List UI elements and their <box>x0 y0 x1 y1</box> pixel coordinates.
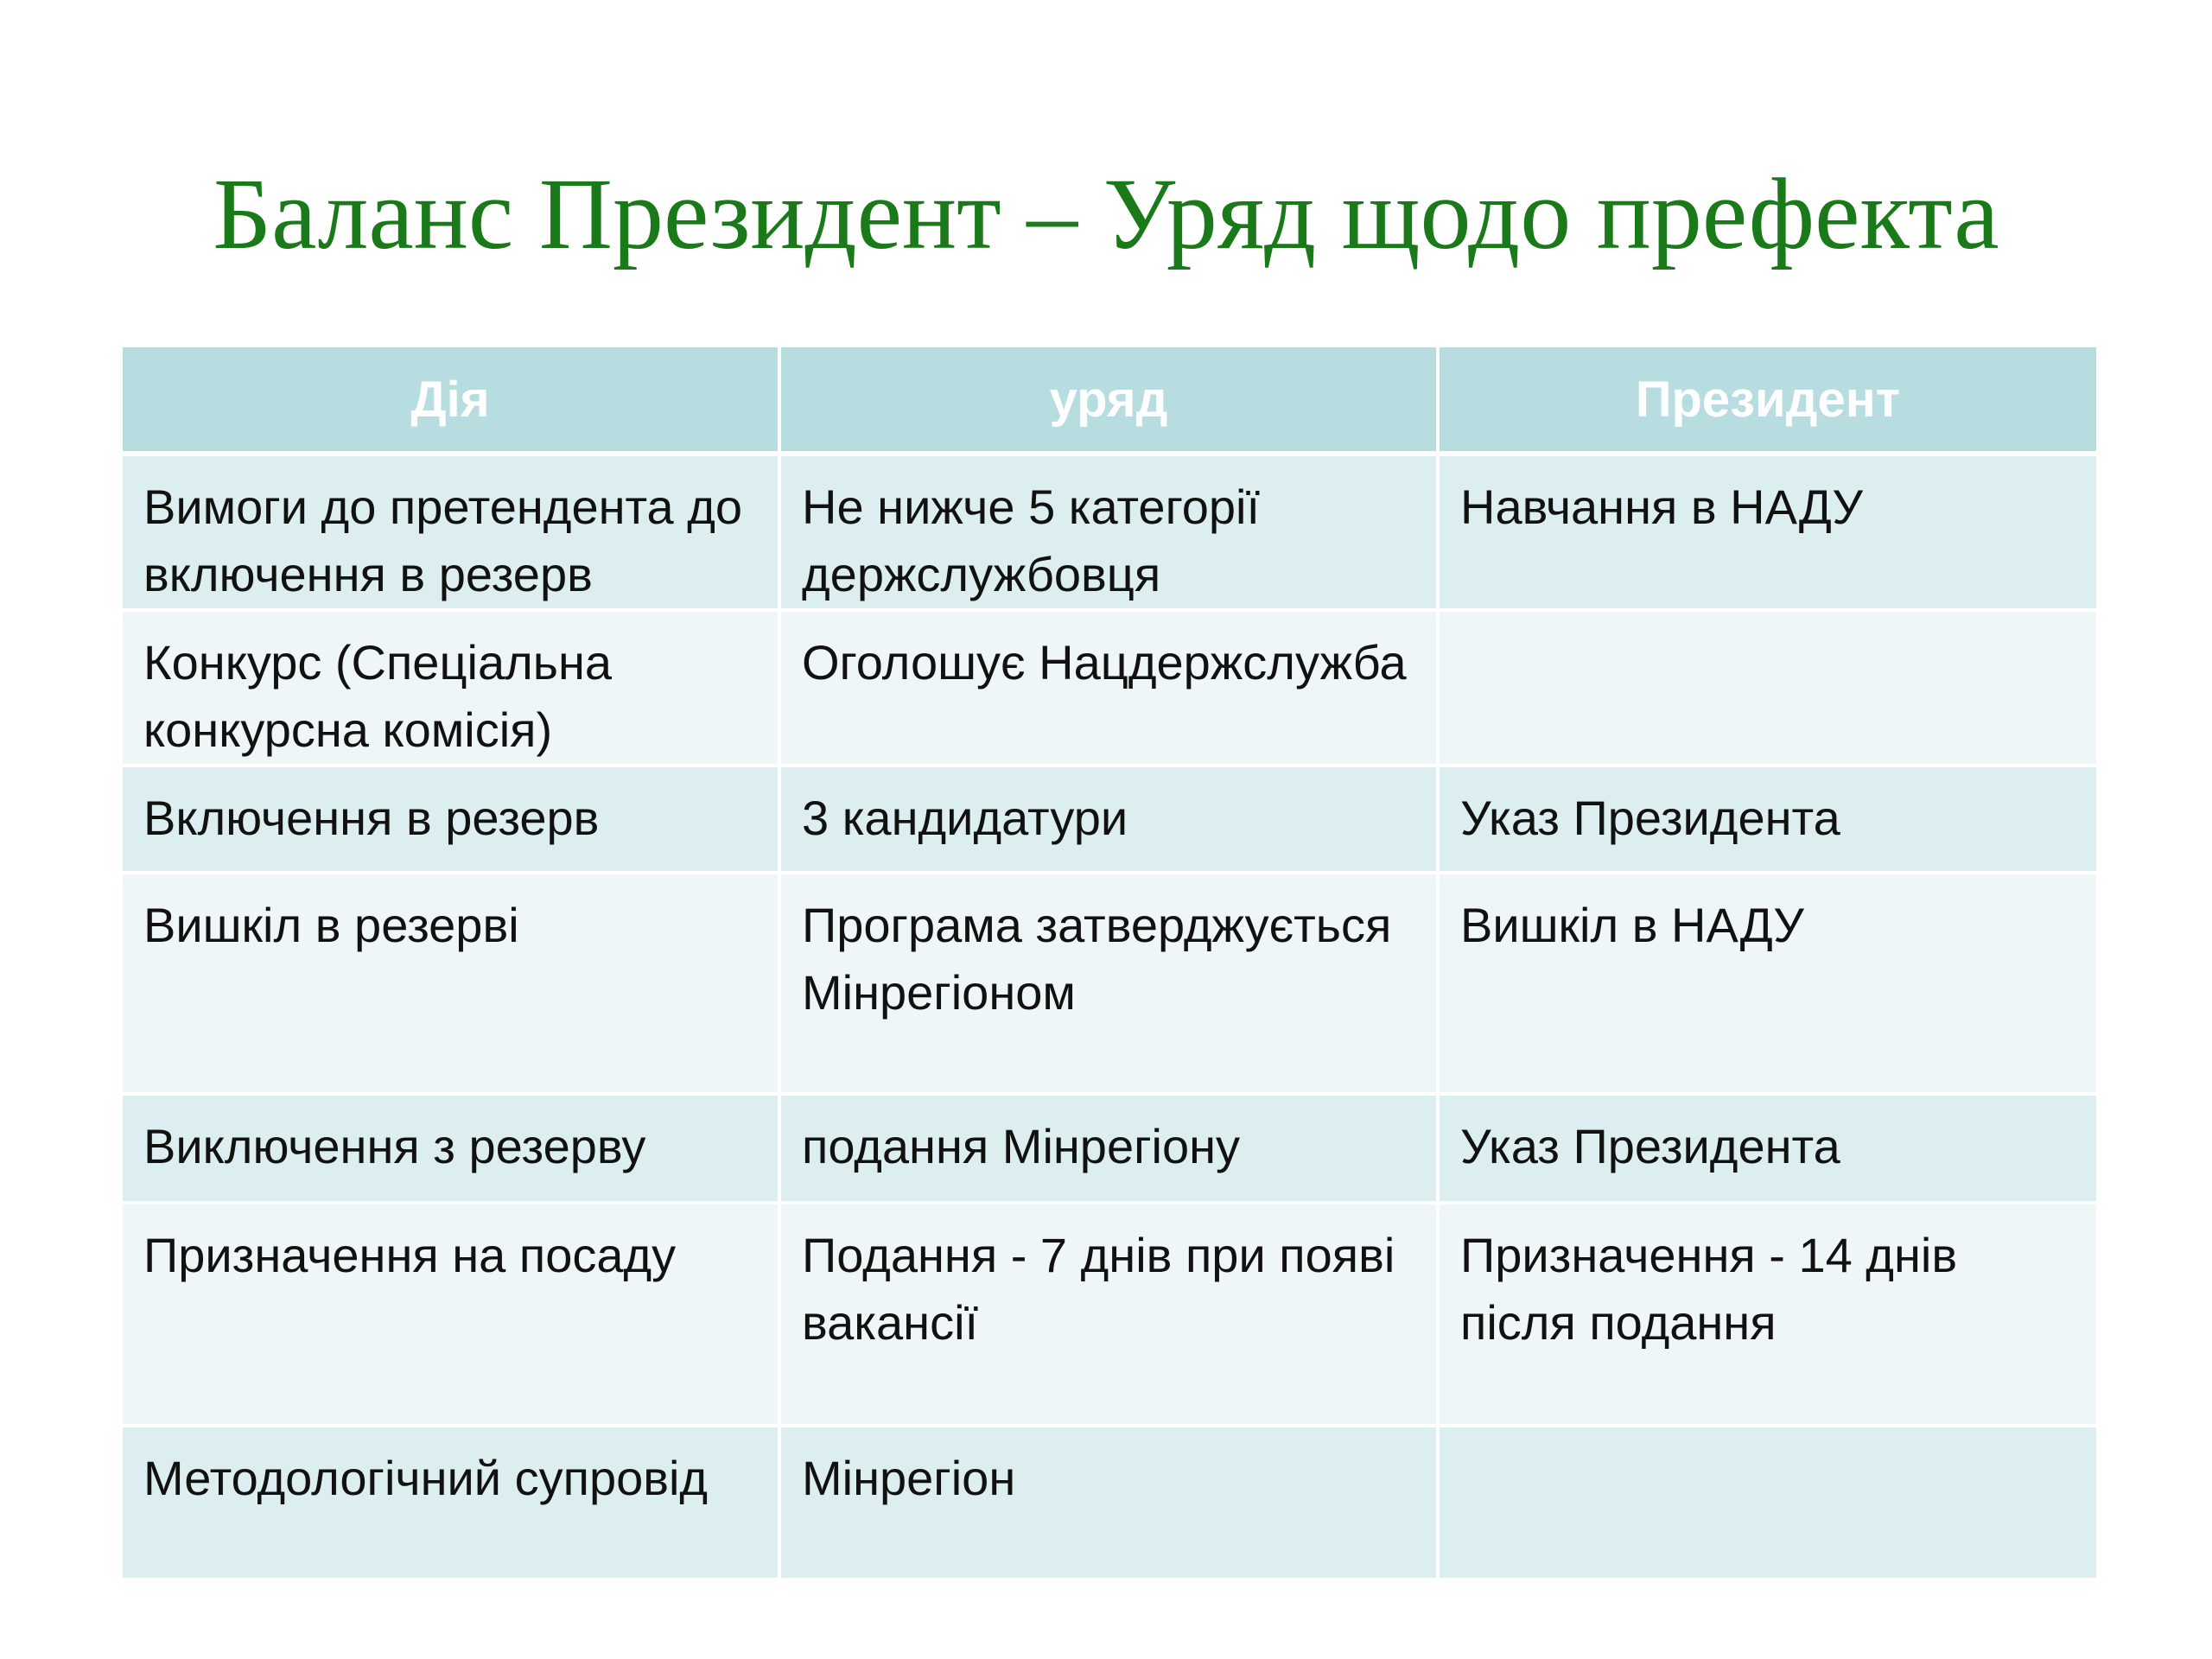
cell-government: Подання - 7 днів при появі вакансії <box>781 1205 1440 1427</box>
header-action: Дія <box>123 347 781 456</box>
comparison-table-container <box>123 347 2096 1581</box>
table-row <box>123 874 2096 1096</box>
cell-president <box>1440 1427 2096 1581</box>
cell-action: Конкурс (Спеціальна конкурсна комісія) <box>123 612 781 767</box>
header-government: уряд <box>781 347 1440 456</box>
cell-government: подання Мінрегіону <box>781 1096 1440 1205</box>
table-row <box>123 612 2096 767</box>
cell-president: Вишкіл в НАДУ <box>1440 874 2096 1096</box>
table-row <box>123 1096 2096 1205</box>
cell-action: Призначення на посаду <box>123 1205 781 1427</box>
cell-president <box>1440 612 2096 767</box>
slide-title: Баланс Президент – Уряд щодо префекта <box>213 157 1999 270</box>
table-row <box>123 456 2096 612</box>
cell-action: Методологічний супровід <box>123 1427 781 1581</box>
table-row <box>123 767 2096 874</box>
table-header-row <box>123 347 2096 456</box>
cell-action: Виключення з резерву <box>123 1096 781 1205</box>
cell-government: 3 кандидатури <box>781 767 1440 874</box>
header-president: Президент <box>1440 347 2096 456</box>
cell-action: Включення в резерв <box>123 767 781 874</box>
cell-president: Навчання в НАДУ <box>1440 456 2096 612</box>
cell-action: Вимоги до претендента до включення в резерв <box>123 456 781 612</box>
cell-government: Оголошує Нацдержслужба <box>781 612 1440 767</box>
cell-action: Вишкіл в резерві <box>123 874 781 1096</box>
cell-president: Указ Президента <box>1440 1096 2096 1205</box>
table-row <box>123 1427 2096 1581</box>
cell-president: Призначення - 14 днів після подання <box>1440 1205 2096 1427</box>
cell-government: Не нижче 5 категорії держслужбовця <box>781 456 1440 612</box>
cell-president: Указ Президента <box>1440 767 2096 874</box>
cell-government: Мінрегіон <box>781 1427 1440 1581</box>
comparison-table <box>123 347 2096 1581</box>
cell-government: Програма затверджується Мінрегіоном <box>781 874 1440 1096</box>
table-row <box>123 1205 2096 1427</box>
